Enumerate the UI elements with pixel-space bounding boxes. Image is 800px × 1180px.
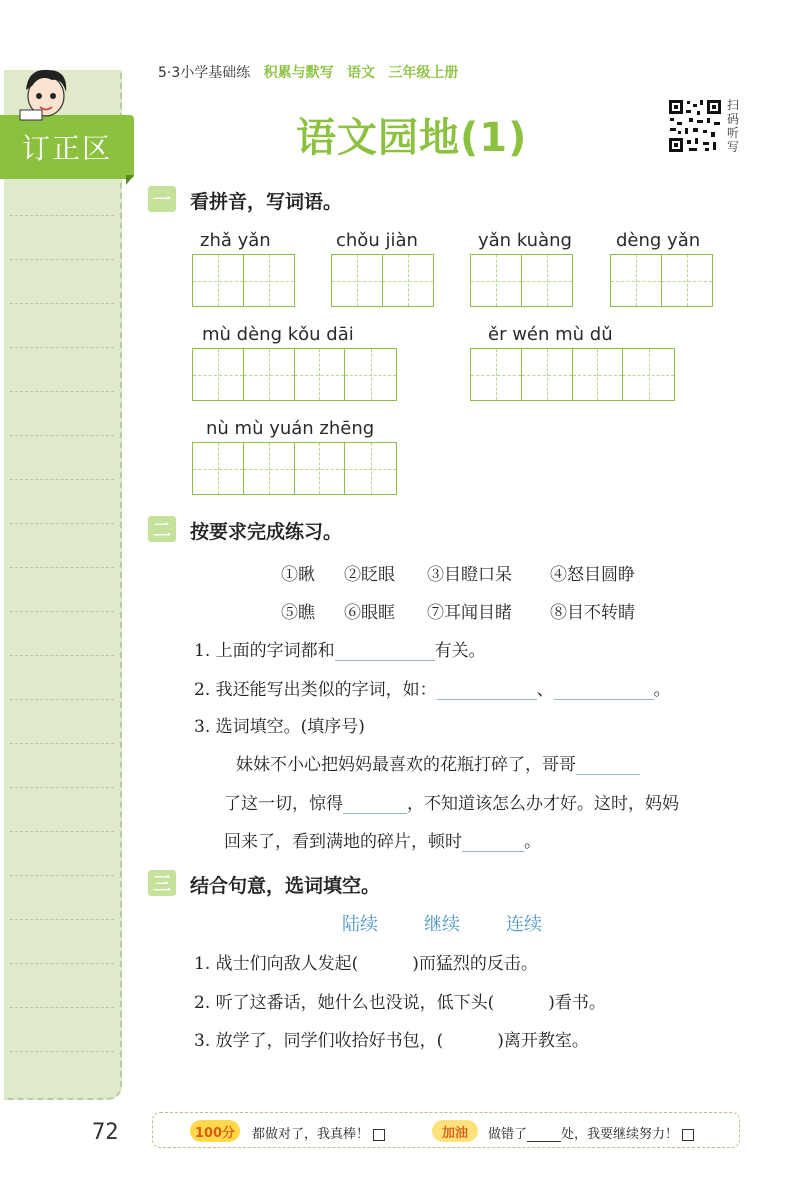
correction-tab-label: 订正区 (22, 132, 113, 165)
pinyin-label: yǎn kuàng (478, 230, 572, 251)
series-line (158, 62, 458, 82)
cheer-stamp-icon: 加油 (432, 1120, 478, 1142)
passage-text: 回来了，看到满地的碎片，顿时 (224, 832, 462, 852)
pinyin-label: chǒu jiàn (336, 230, 418, 251)
correction-ruling-line (10, 1051, 114, 1052)
correction-ruling-line (10, 391, 114, 392)
correction-ruling-line (10, 1007, 114, 1008)
question-2-1 (194, 636, 486, 661)
correction-panel (4, 70, 122, 1100)
question-text: )而猛烈的反击。 (412, 954, 538, 974)
word-option: ⑤瞧 (281, 603, 315, 623)
word-option: ③目瞪口呆 (427, 565, 512, 585)
subject-name: 语文 (346, 65, 375, 81)
self-check-mistakes (488, 1123, 694, 1142)
question-text: )看书。 (548, 993, 606, 1013)
choice-word: 继续 (424, 914, 460, 935)
page-title: 语文园地(1) (296, 115, 528, 161)
page-number: 72 (92, 1120, 119, 1145)
answer-blank[interactable] (554, 681, 654, 700)
mistake-count-blank[interactable] (527, 1129, 561, 1142)
qr-code-icon[interactable] (667, 98, 723, 154)
correction-ruling-line (10, 831, 114, 832)
writing-grid[interactable] (610, 254, 713, 307)
writing-grid[interactable] (470, 254, 573, 307)
score-stamp-icon: 100分 (190, 1120, 240, 1142)
series-name: 5·3小学基础练 (158, 65, 251, 81)
correction-tab (0, 115, 134, 179)
question-text: 1. 上面的字词都和 (194, 641, 335, 661)
passage-line-3 (224, 827, 541, 852)
answer-blank[interactable] (462, 833, 524, 852)
correction-ruling-line (10, 963, 114, 964)
word-option: ①瞅 (281, 565, 315, 585)
correction-ruling-line (10, 611, 114, 612)
writing-grid[interactable] (192, 442, 397, 495)
choice-word: 陆续 (342, 914, 378, 935)
word-option: ②眨眼 (344, 565, 395, 585)
passage-line-2 (224, 789, 679, 814)
answer-blank[interactable] (576, 756, 640, 775)
question-text: 。 (653, 680, 671, 700)
self-check-all-correct (252, 1123, 385, 1142)
checkbox-all-correct[interactable] (373, 1129, 385, 1141)
writing-grid[interactable] (331, 254, 434, 307)
correction-ruling-line (10, 567, 114, 568)
correction-ruling-line (10, 523, 114, 524)
writing-grid[interactable] (470, 348, 675, 401)
self-check-text: 做错了 (488, 1127, 528, 1142)
section-1-badge: 一 (148, 186, 176, 212)
section-1-title: 看拼音，写词语。 (190, 191, 343, 213)
question-text: 有关。 (434, 641, 486, 661)
self-check-text: 都做对了，我真棒！ (252, 1127, 370, 1142)
question-text: 2. 听了这番话，她什么也没说，低下头( (194, 993, 495, 1013)
correction-ruling-line (10, 699, 114, 700)
pinyin-label: mù dèng kǒu dāi (202, 324, 354, 345)
word-option: ⑧目不转睛 (550, 603, 635, 623)
grade-name: 三年级上册 (388, 65, 459, 81)
correction-ruling-line (10, 215, 114, 216)
word-option: ⑥眼眶 (344, 603, 395, 623)
word-option: ④怒目圆睁 (550, 565, 635, 585)
correction-ruling-line (10, 479, 114, 480)
pinyin-label: dèng yǎn (616, 230, 701, 251)
answer-blank[interactable] (437, 681, 537, 700)
correction-ruling-line (10, 787, 114, 788)
self-check-text: 处，我要继续努力！ (561, 1127, 679, 1142)
answer-blank[interactable] (335, 642, 435, 661)
scan-to-dictate-label: 扫码听写 (727, 98, 740, 154)
question-text: )离开教室。 (497, 1031, 589, 1051)
passage-text: 了这一切，惊得 (224, 794, 343, 814)
section-2-badge: 二 (148, 516, 176, 542)
passage-text: ，不知道该怎么办才好。这时，妈妈 (407, 794, 679, 814)
question-2-2 (194, 675, 671, 700)
tab-fold (126, 175, 134, 185)
book-name: 积累与默写 (263, 65, 334, 81)
section-3-badge: 三 (148, 870, 176, 896)
answer-blank[interactable] (343, 795, 407, 814)
separator: 、 (536, 680, 554, 700)
correction-ruling-line (10, 919, 114, 920)
question-text: 2. 我还能写出类似的字词，如： (194, 680, 437, 700)
pinyin-label: nù mù yuán zhēng (206, 418, 375, 439)
passage-line-1 (236, 750, 640, 775)
mascot-icon (12, 62, 78, 122)
section-3-title: 结合句意，选词填空。 (190, 875, 381, 897)
writing-grid[interactable] (192, 254, 295, 307)
section-2-title: 按要求完成练习。 (190, 521, 343, 543)
correction-ruling-line (10, 347, 114, 348)
pinyin-label: ěr wén mù dǔ (488, 324, 613, 345)
writing-grid[interactable] (192, 348, 397, 401)
question-text: 3. 放学了，同学们收拾好书包，( (194, 1031, 444, 1051)
correction-ruling-line (10, 655, 114, 656)
correction-ruling-line (10, 259, 114, 260)
question-3-2 (194, 988, 606, 1013)
pinyin-label: zhǎ yǎn (200, 230, 271, 251)
correction-ruling-line (10, 875, 114, 876)
passage-text: 。 (524, 832, 541, 852)
choice-word: 连续 (506, 914, 542, 935)
question-3-3 (194, 1026, 589, 1051)
word-option: ⑦耳闻目睹 (427, 603, 512, 623)
question-text: 1. 战士们向敌人发起( (194, 954, 359, 974)
checkbox-keep-trying[interactable] (682, 1129, 694, 1141)
question-3-1 (194, 949, 538, 974)
passage-text: 妹妹不小心把妈妈最喜欢的花瓶打碎了，哥哥 (236, 755, 576, 775)
question-2-3: 3. 选词填空。(填序号) (194, 717, 365, 737)
correction-ruling-line (10, 743, 114, 744)
correction-ruling-line (10, 435, 114, 436)
correction-ruling-line (10, 303, 114, 304)
